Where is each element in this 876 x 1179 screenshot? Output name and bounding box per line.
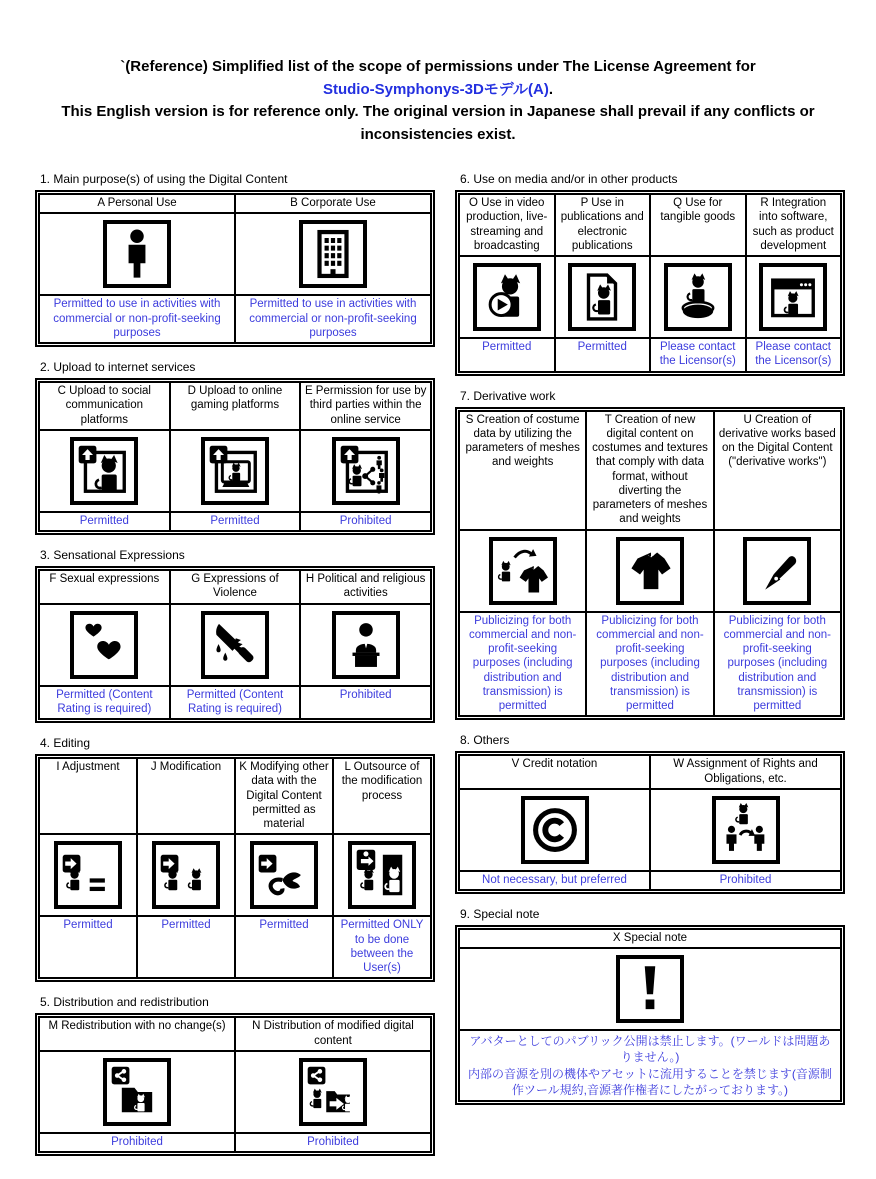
item-icon-cell [459, 530, 586, 612]
section-8 [455, 733, 845, 894]
section-title: 2. Upload to internet services [40, 360, 196, 374]
item-icon-cell [746, 256, 842, 338]
item-label-cell: M Redistribution with no change(s) [39, 1017, 235, 1051]
item-icon-cell [39, 430, 170, 512]
header-line1: `(Reference) Simplified list of the scope of permissions under The License Agreement for [120, 58, 756, 75]
permissions-table [458, 928, 842, 1102]
costume-data-icon [489, 537, 557, 605]
section-7 [455, 389, 845, 721]
permissions-table [38, 1016, 432, 1153]
item-label-cell: L Outsource of the modification process [333, 758, 431, 834]
item-icon-cell [459, 256, 555, 338]
item-label-cell: K Modifying other data with the Digital Content permitted as material [235, 758, 333, 834]
permissions-table-frame [35, 754, 435, 982]
item-status-cell: Permitted (Content Rating is required) [39, 686, 170, 720]
permissions-table [38, 757, 432, 979]
adjustment-icon [54, 841, 122, 909]
header-line2 [38, 79, 838, 102]
item-label-cell: C Upload to social communication platforms [39, 382, 170, 430]
section-9 [455, 907, 845, 1105]
permissions-table [458, 754, 842, 891]
distribute-modified-icon [299, 1058, 367, 1126]
item-label-cell: D Upload to online gaming platforms [170, 382, 301, 430]
video-production-icon [473, 263, 541, 331]
rights-assignment-icon [712, 796, 780, 864]
item-status-cell: Publicizing for both commercial and non-profit-seeking purposes (including distribution and transmission) is permitted [459, 612, 586, 717]
item-label-cell: J Modification [137, 758, 235, 834]
standing-person-icon [103, 220, 171, 288]
tangible-goods-icon [664, 263, 732, 331]
section-title: 7. Derivative work [460, 388, 556, 403]
item-icon-cell [170, 430, 301, 512]
item-icon-cell [170, 604, 301, 686]
section-1 [35, 172, 435, 347]
item-label-cell: R Integration into software, such as product development [746, 194, 842, 256]
item-status-cell: Please contact the Licensor(s) [650, 338, 746, 372]
item-icon-cell [300, 430, 431, 512]
item-icon-cell [586, 530, 713, 612]
item-icon-cell [39, 604, 170, 686]
item-icon-cell [555, 256, 651, 338]
item-status-cell: Prohibited [39, 1133, 235, 1152]
product-name: Studio-Symphonys-3Dモデル(A) [322, 80, 549, 98]
permissions-table-frame [455, 190, 845, 376]
item-status-cell: Permitted [235, 916, 333, 978]
item-icon-cell [300, 604, 431, 686]
permissions-table [38, 381, 432, 532]
item-label-cell: G Expressions of Violence [170, 570, 301, 604]
item-label-cell: T Creation of new digital content on costumes and textures that comply with data format, without diverting the parameters of meshes and weights [586, 411, 713, 530]
permissions-table-frame [35, 378, 435, 535]
modify-other-data-icon [250, 841, 318, 909]
section-title: 1. Main purpose(s) of using the Digital Content [40, 172, 288, 186]
redistribution-icon [103, 1058, 171, 1126]
item-icon-cell [333, 834, 431, 916]
item-status-cell: Permitted [39, 512, 170, 531]
item-status-cell: Permitted [137, 916, 235, 978]
permissions-table-frame [35, 1013, 435, 1156]
modification-icon [152, 841, 220, 909]
pen-nib-icon [743, 537, 811, 605]
item-icon-cell [137, 834, 235, 916]
item-icon-cell [459, 948, 841, 1030]
special-note-line: アバターとしてのパブリック公開は禁止します。(ワールドは問題ありません。) [469, 1034, 831, 1065]
item-icon-cell [39, 213, 235, 295]
section-title: 6. Use on media and/or in other products [460, 172, 678, 186]
podium-speaker-icon [332, 611, 400, 679]
item-label-cell: P Use in publications and electronic publications [555, 194, 651, 256]
costume-new-icon [616, 537, 684, 605]
item-icon-cell [39, 1051, 235, 1133]
item-icon-cell [235, 1051, 431, 1133]
content-columns [35, 172, 876, 1169]
permissions-table-frame [455, 751, 845, 894]
item-label-cell: V Credit notation [459, 755, 650, 789]
special-note-line: 内部の音源を別の機体やアセットに流用することを禁じます(音源制作ツール規約,音源著作権者にしたがっております。) [468, 1066, 832, 1097]
permissions-table [38, 193, 432, 344]
copyright-icon [521, 796, 589, 864]
item-label-cell: H Political and religious activities [300, 570, 431, 604]
item-status-cell: Prohibited [235, 1133, 431, 1152]
item-label-cell: F Sexual expressions [39, 570, 170, 604]
section-title: 8. Others [460, 733, 510, 748]
permissions-table [38, 569, 432, 720]
item-status-cell: Please contact the Licensor(s) [746, 338, 842, 372]
item-status-cell: Prohibited [300, 512, 431, 531]
item-status-cell: Permitted to use in activities with commercial or non-profit-seeking purposes [235, 295, 431, 343]
item-icon-cell [235, 834, 333, 916]
item-status-cell: Prohibited [300, 686, 431, 720]
item-label-cell: N Distribution of modified digital content [235, 1017, 431, 1051]
item-status-cell: Permitted [459, 338, 555, 372]
item-icon-cell [459, 789, 650, 871]
section-3 [35, 548, 435, 723]
upload-gaming-icon [201, 437, 269, 505]
item-status-cell: Publicizing for both commercial and non-profit-seeking purposes (including distribution and transmission) is permitted [714, 612, 841, 717]
corporate-building-icon [299, 220, 367, 288]
item-status-cell: Publicizing for both commercial and non-profit-seeking purposes (including distribution and transmission) is permitted [586, 612, 713, 717]
left-column [35, 172, 435, 1169]
outsource-icon [348, 841, 416, 909]
publication-icon [568, 263, 636, 331]
item-label-cell: O Use in video production, live-streaming and broadcasting [459, 194, 555, 256]
document-header [38, 56, 838, 146]
upload-thirdparty-icon [332, 437, 400, 505]
upload-social-icon [70, 437, 138, 505]
item-label-cell: A Personal Use [39, 194, 235, 213]
item-status-cell [459, 1030, 841, 1101]
item-label-cell: B Corporate Use [235, 194, 431, 213]
item-label-cell: E Permission for use by third parties within the online service [300, 382, 431, 430]
section-title: 3. Sensational Expressions [40, 548, 185, 562]
product-suffix: . [548, 80, 554, 98]
item-icon-cell [235, 213, 431, 295]
permissions-table [458, 193, 842, 373]
item-status-cell: Permitted to use in activities with commercial or non-profit-seeking purposes [39, 295, 235, 343]
hearts-icon [70, 611, 138, 679]
item-label-cell: I Adjustment [39, 758, 137, 834]
item-icon-cell [39, 834, 137, 916]
section-6 [455, 172, 845, 376]
item-status-cell: Permitted [39, 916, 137, 978]
knife-icon [201, 611, 269, 679]
item-status-cell: Not necessary, but preferred [459, 871, 650, 890]
item-status-cell: Permitted (Content Rating is required) [170, 686, 301, 720]
permissions-table-frame [455, 407, 845, 721]
item-label-cell: S Creation of costume data by utilizing the parameters of meshes and weights [459, 411, 586, 530]
item-status-cell: Prohibited [650, 871, 841, 890]
right-column [455, 172, 845, 1118]
item-icon-cell [650, 256, 746, 338]
exclamation-icon [616, 955, 684, 1023]
section-title: 5. Distribution and redistribution [40, 995, 209, 1010]
item-icon-cell [650, 789, 841, 871]
item-label-cell: W Assignment of Rights and Obligations, etc. [650, 755, 841, 789]
permissions-table-frame [455, 925, 845, 1105]
section-title: 4. Editing [40, 736, 91, 750]
section-title: 9. Special note [460, 907, 540, 921]
section-2 [35, 360, 435, 535]
item-status-cell: Permitted [170, 512, 301, 531]
item-status-cell: Permitted [555, 338, 651, 372]
software-window-icon [759, 263, 827, 331]
header-disclaimer: This English version is for reference only. The original version in Japanese shall prevail if any conflicts or inconsistencies exist. [61, 103, 815, 143]
section-5 [35, 995, 435, 1156]
item-label-cell: X Special note [459, 929, 841, 948]
item-label-cell: U Creation of derivative works based on the Digital Content ("derivative works") [714, 411, 841, 530]
permissions-table [458, 410, 842, 718]
item-label-cell: Q Use for tangible goods [650, 194, 746, 256]
item-icon-cell [714, 530, 841, 612]
permissions-table-frame [35, 566, 435, 723]
item-status-cell: Permitted ONLY to be done between the User(s) [333, 916, 431, 978]
section-4 [35, 736, 435, 982]
permissions-table-frame [35, 190, 435, 347]
